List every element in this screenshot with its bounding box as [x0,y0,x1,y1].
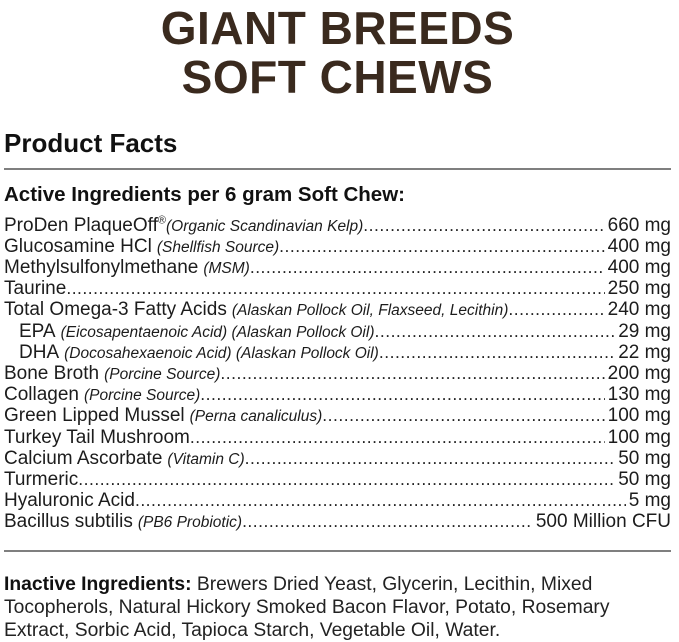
ingredient-name: DHA (Docosahexaenoic Acid) (Alaskan Pollock Oil) [19,341,379,363]
ingredient-row [4,448,671,469]
dot-leader [363,215,604,236]
ingredient-note: (PB6 Probiotic) [137,514,243,532]
ingredient-amount: 660 mg [607,214,671,236]
ingredient-amount: 100 mg [607,405,671,427]
dot-leader [379,342,615,363]
ingredient-note: (Docosahexaenoic Acid) (Alaskan Pollock Oil) [64,344,379,362]
ingredient-name: Bone Broth (Porcine Source) [4,363,221,384]
ingredient-name: Methylsulfonylmethane (MSM) [4,257,250,279]
ingredient-amount: 400 mg [607,257,671,279]
dot-leader [200,384,604,405]
dot-leader [78,469,615,490]
ingredient-row [4,321,671,342]
active-ingredients-header: Active Ingredients per 6 gram Soft Chew: [4,183,405,207]
ingredient-note: (Eicosapentaenoic Acid) (Alaskan Pollock Oil) [60,323,375,341]
dot-leader [220,363,604,384]
ingredient-name: Calcium Ascorbate (Vitamin C) [4,447,245,469]
dot-leader [322,405,604,426]
ingredient-row [4,236,671,257]
ingredient-note: (Organic Scandinavian Kelp) [165,217,364,235]
ingredient-amount: 100 mg [607,426,671,448]
ingredient-amount: 240 mg [607,299,671,321]
ingredient-name: Taurine [4,278,67,300]
ingredient-row [4,384,671,405]
ingredient-name: Hyaluronic Acid [4,490,135,512]
ingredient-amount: 250 mg [607,278,671,300]
ingredient-row [4,257,671,278]
product-facts-heading: Product Facts [4,127,178,158]
ingredient-name: Collagen (Porcine Source) [4,384,201,406]
ingredient-row [4,511,671,532]
ingredient-note: (MSM) [203,260,250,278]
dot-leader [245,448,616,469]
ingredient-note: (Perna canaliculus) [189,408,323,426]
dot-leader [135,490,626,511]
ingredient-amount: 130 mg [607,384,671,406]
inactive-ingredients-label: Inactive Ingredients: [4,573,192,595]
ingredient-row [4,278,671,299]
dot-leader [279,236,604,257]
ingredient-amount: 50 mg [618,447,671,469]
ingredient-name: Bacillus subtilis (PB6 Probiotic) [4,511,243,533]
ingredient-note: (Vitamin C) [167,450,245,468]
ingredient-note: (Porcine Source) [84,387,201,405]
ingredient-amount: 22 mg [618,341,671,363]
ingredient-name: EPA (Eicosapentaenoic Acid) (Alaskan Pollock Oil) [19,320,375,342]
ingredient-row [4,215,671,236]
ingredient-amount: 29 mg [618,320,671,342]
top-divider [4,168,671,170]
ingredient-name: ProDen PlaqueOff®(Organic Scandinavian Kelp) [4,214,364,236]
ingredient-row [4,363,671,384]
dot-leader [250,257,605,278]
dot-leader [190,427,605,448]
ingredient-amount: 200 mg [607,363,671,384]
ingredient-note: (Alaskan Pollock Oil, Flaxseed, Lecithin) [231,302,509,320]
ingredient-note: (Shellfish Source) [156,238,280,256]
ingredient-row [4,490,671,511]
ingredient-row [4,405,671,426]
ingredient-name: Turmeric [4,468,79,490]
ingredient-name: Green Lipped Mussel (Perna canaliculus) [4,405,323,427]
inactive-ingredients-text: Brewers Dried Yeast, Glycerin, Lecithin, Mixed Tocopherols, Natural Hickory Smoked Bacon Flavor, Potato, Rosemary Extract, Sorbic Acid, Tapioca Starch, Vegetable Oil, Water. [4,573,610,641]
ingredient-row [4,299,671,320]
dot-leader [508,299,604,320]
ingredient-amount: 5 mg [628,490,671,512]
bottom-divider [4,550,671,552]
ingredient-name: Glucosamine HCl (Shellfish Source) [4,235,280,257]
registered-trademark: ® [157,214,166,227]
ingredient-name: Turkey Tail Mushroom [4,426,190,448]
dot-leader [242,511,533,532]
ingredient-row [4,469,671,490]
inactive-ingredients [4,573,671,642]
ingredient-row [4,427,671,448]
active-ingredients-list [4,215,671,533]
product-title-line2: SOFT CHEWS [181,50,494,103]
dot-leader [66,278,604,299]
ingredient-amount: 50 mg [618,468,671,490]
product-title [4,0,671,102]
ingredient-row [4,342,671,363]
ingredient-note: (Porcine Source) [104,366,221,383]
dot-leader [374,321,615,342]
product-title-line1: GIANT BREEDS [160,2,515,54]
ingredient-amount: 400 mg [607,235,671,257]
ingredient-name: Total Omega-3 Fatty Acids (Alaskan Pollock Oil, Flaxseed, Lecithin) [4,299,509,321]
ingredient-amount: 500 Million CFU [535,511,671,533]
